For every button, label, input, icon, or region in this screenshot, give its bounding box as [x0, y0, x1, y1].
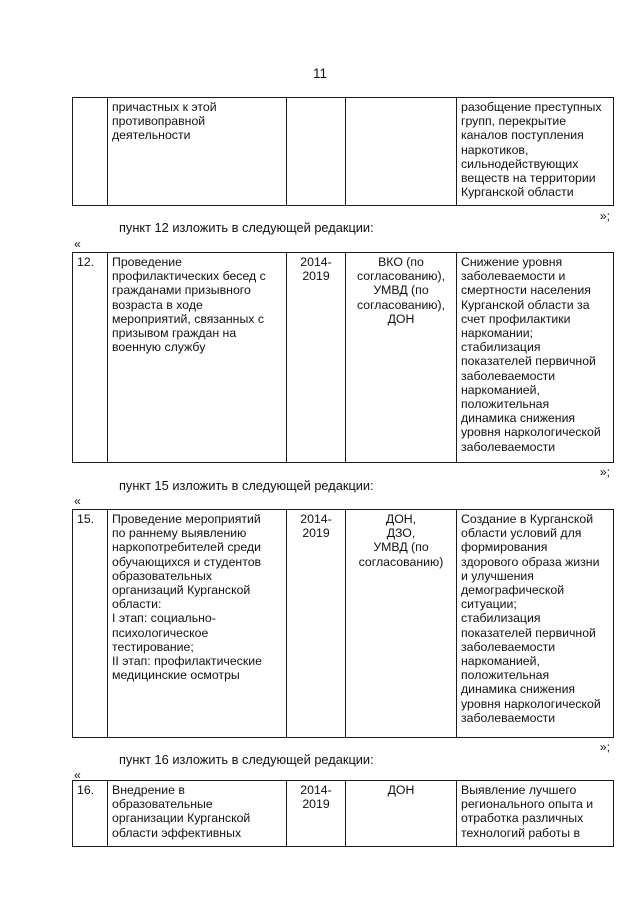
term-cell: 2014- 2019: [287, 253, 346, 463]
term-cell: 2014- 2019: [287, 781, 346, 847]
page-number: 11: [312, 66, 327, 81]
table-point-12: [72, 252, 614, 463]
event-description-cell: причастных к этой противоправной деятельности: [108, 98, 287, 206]
term-cell: [287, 98, 346, 206]
opening-quote: «: [74, 494, 81, 508]
opening-quote: «: [74, 237, 81, 251]
table-row: [73, 98, 614, 206]
table-row: [73, 510, 614, 738]
expected-result-cell: разобщение преступных групп, перекрытие каналов поступления наркотиков, сильнодействующих веществ на территории Курганской области: [457, 98, 614, 206]
expected-result-cell: Снижение уровня заболеваемости и смертности населения Курганской области за счет профилактики наркомании; стабилизация показателей первичной заболеваемости наркоманией, положительная динамика снижения уровня наркологической заболеваемости: [457, 253, 614, 463]
closing-quote: »;: [599, 465, 610, 479]
table-row: [73, 781, 614, 847]
row-number-cell: 16.: [73, 781, 108, 847]
opening-quote: «: [74, 768, 81, 782]
table-row: [73, 253, 614, 463]
table-point-15: [72, 509, 614, 738]
closing-quote: »;: [599, 740, 610, 754]
table-point-16: [72, 780, 614, 847]
row-number-cell: 15.: [73, 510, 108, 738]
event-description-cell: Проведение мероприятий по раннему выявлению наркопотребителей среди обучающихся и студентов образовательных организаций Курганской области: I этап: социально- психологическое тестирование; II этап: профилактические медицинские осмотры: [108, 510, 287, 738]
executor-cell: [346, 98, 457, 206]
expected-result-cell: Выявление лучшего регионального опыта и отработка различных технологий работы в: [457, 781, 614, 847]
instruction-point-12: пункт 12 изложить в следующей редакции:: [119, 220, 374, 235]
row-number-cell: 12.: [73, 253, 108, 463]
expected-result-cell: Создание в Курганской области условий для формирования здорового образа жизни и улучшения демографической ситуации; стабилизация показателей первичной заболеваемости наркоманией, положительная динамика снижения уровня наркологической заболеваемости: [457, 510, 614, 738]
closing-quote: »;: [599, 209, 610, 223]
event-description-cell: Внедрение в образовательные организации Курганской области эффективных: [108, 781, 287, 847]
event-description-cell: Проведение профилактических бесед с гражданами призывного возраста в ходе мероприятий, связанных с призывом граждан на военную службу: [108, 253, 287, 463]
executor-cell: ДОН: [346, 781, 457, 847]
instruction-point-15: пункт 15 изложить в следующей редакции:: [119, 478, 374, 493]
executor-cell: ДОН, ДЗО, УМВД (по согласованию): [346, 510, 457, 738]
continued-table: [72, 97, 614, 206]
executor-cell: ВКО (по согласованию), УМВД (по согласованию), ДОН: [346, 253, 457, 463]
row-number-cell: [73, 98, 108, 206]
term-cell: 2014- 2019: [287, 510, 346, 738]
instruction-point-16: пункт 16 изложить в следующей редакции:: [119, 752, 374, 767]
